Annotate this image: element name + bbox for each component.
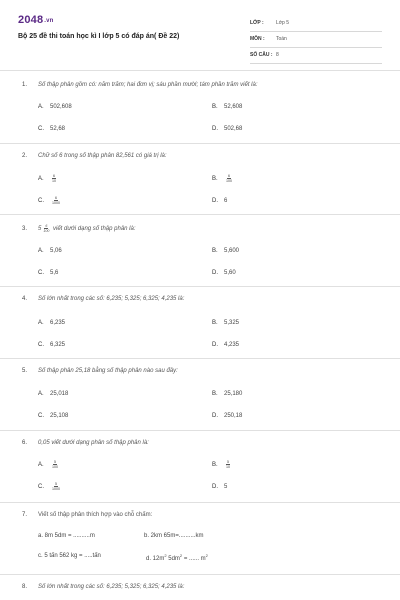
q4-option-d[interactable]: D. 4,235 <box>212 342 240 348</box>
q3-option-c[interactable]: C. 5,6 <box>38 270 59 276</box>
q3-option-d[interactable]: D. 5,60 <box>212 270 236 276</box>
q4-option-a[interactable]: A. 6,235 <box>38 320 66 326</box>
divider <box>0 286 400 287</box>
q5-option-d[interactable]: D. 250,18 <box>212 413 243 419</box>
q5-option-a[interactable]: A. 25,018 <box>38 391 69 397</box>
question-1: 1. Số thập phân gồm có: năm trăm; hai đơn vị; sáu phần mười; tám phần trăm viết là: <box>22 82 258 88</box>
meta-box <box>250 16 382 64</box>
q6-option-c[interactable]: C. $\frac{5}{1000}$ <box>38 482 60 491</box>
meta-row-subject: MÔN : Toán <box>250 32 382 48</box>
q7-item-a: a. 8m 5dm = ..........m <box>38 533 95 539</box>
q3-option-b[interactable]: B. 5,600 <box>212 248 240 254</box>
site-logo[interactable]: 2048.vn <box>18 14 54 26</box>
divider <box>0 214 400 215</box>
question-2: 2. Chữ số 6 trong số thập phân 82,561 có giá trị là: <box>22 153 167 159</box>
q1-option-d[interactable]: D. 502,68 <box>212 126 243 132</box>
q1-option-b[interactable]: B. 52,608 <box>212 104 243 110</box>
fraction: $\frac{5}{100}$ <box>52 460 58 469</box>
q6-option-d[interactable]: D. 5 <box>212 484 228 490</box>
q2-option-a[interactable]: A. $\frac{6}{10}$ <box>38 174 56 183</box>
question-4: 4. Số lớn nhất trong các số: 6,235; 5,325; 6,325; 4,235 là: <box>22 296 185 302</box>
q5-option-b[interactable]: B. 25,180 <box>212 391 243 397</box>
fraction: $\frac{6}{1000}$ <box>52 196 60 205</box>
divider <box>0 574 400 575</box>
page-title: Bộ 25 đề thi toán học kì I lớp 5 có đáp án( Đề 22) <box>18 33 180 40</box>
q1-option-a[interactable]: A. 502,608 <box>38 104 72 110</box>
q7-item-b: b. 2km 65m=..........km <box>144 533 204 539</box>
header-divider <box>0 70 400 71</box>
q2-option-c[interactable]: C. $\frac{6}{1000}$ <box>38 196 60 205</box>
q7-item-c: c. 5 tấn 562 kg = .....tấn <box>38 553 101 559</box>
q4-option-b[interactable]: B. 5,325 <box>212 320 240 326</box>
fraction: $\frac{6}{10}$ <box>52 174 56 183</box>
meta-row-class: LỚP : Lớp 5 <box>250 16 382 32</box>
question-3: 3. 5 $\frac{6}{100}$ viết dưới dạng số thập phân là: <box>22 224 136 233</box>
q2-option-d[interactable]: D. 6 <box>212 198 228 204</box>
divider <box>0 358 400 359</box>
fraction: $\frac{6}{100}$ <box>43 224 50 233</box>
question-5: 5. Số thập phân 25,18 bằng số thập phân nào sau đây: <box>22 368 178 374</box>
fraction: $\frac{6}{100}$ <box>226 174 232 183</box>
q4-option-c[interactable]: C. 6,325 <box>38 342 66 348</box>
divider <box>0 502 400 503</box>
q3-option-a[interactable]: A. 5,06 <box>38 248 62 254</box>
q1-option-c[interactable]: C. 52,68 <box>38 126 66 132</box>
fraction: $\frac{5}{10}$ <box>226 460 230 469</box>
q2-option-b[interactable]: B. $\frac{6}{100}$ <box>212 174 232 183</box>
q7-item-d: d. $12m^2$ $5dm^2$ = ...... $m^2$ <box>146 553 208 562</box>
q6-option-b[interactable]: B. $\frac{5}{10}$ <box>212 460 230 469</box>
q3-text: 5 $\frac{6}{100}$ viết dưới dạng số thập phân là: <box>38 224 136 233</box>
question-8: 8. Số lớn nhất trong các số: 6,235; 5,325; 6,325; 4,235 là: <box>22 584 185 590</box>
q6-option-a[interactable]: A. $\frac{5}{100}$ <box>38 460 58 469</box>
fraction: $\frac{5}{1000}$ <box>52 482 60 491</box>
question-7: 7. Viết số thập phân thích hợp vào chỗ chấm: <box>22 512 153 518</box>
divider <box>0 430 400 431</box>
divider <box>0 143 400 144</box>
meta-row-count: SỐ CÂU : 8 <box>250 48 382 64</box>
question-6: 6. 0,05 viết dưới dạng phân số thập phân là: <box>22 440 149 446</box>
q5-option-c[interactable]: C. 25,108 <box>38 413 69 419</box>
document-header <box>18 14 382 60</box>
